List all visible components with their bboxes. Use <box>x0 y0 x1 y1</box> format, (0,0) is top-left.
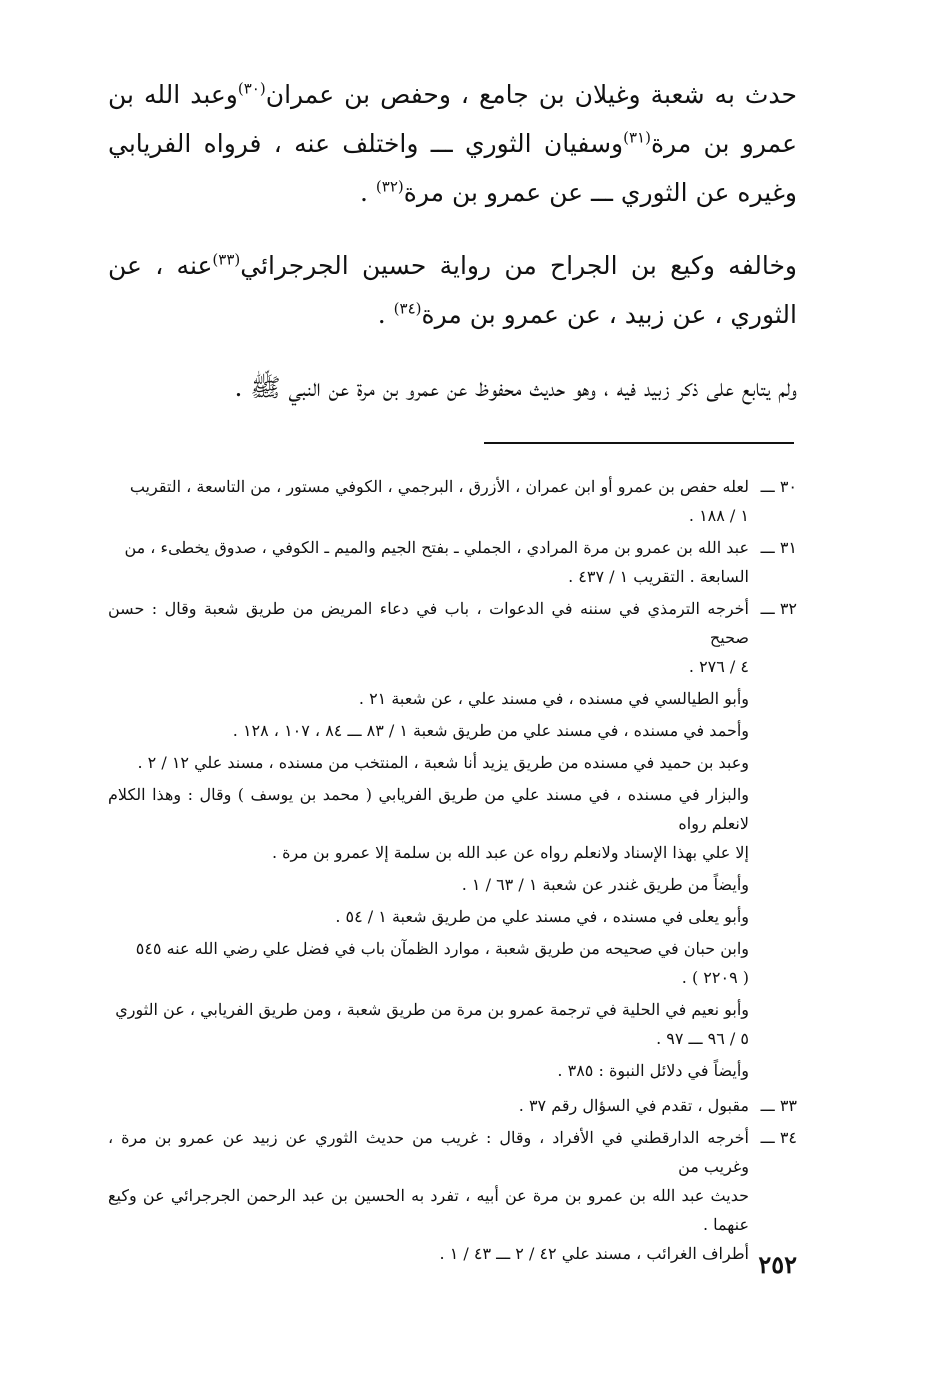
footnote-number: ٣٠ ـــ <box>760 477 797 496</box>
footnote-ref-31: (٣١) <box>623 128 651 147</box>
paragraph-1-part-3: وسفيان الثوري ـــ واختلف عنه ، فرواه الفريابي وغيره عن الثوري ـــ عن عمرو بن مرة <box>108 129 797 207</box>
footnote-ref-33: (٣٣) <box>212 250 241 269</box>
footnote-subline: ( ٢٢٠٩ ) . <box>681 968 749 987</box>
paragraph-3-text: ولم يتابع على ذكر زبيد فيه ، وهو حديث محفوظ عن عمرو بن مرة عن النبي ﷺ . <box>234 373 797 402</box>
footnote-line: مقبول ، تقدم في السؤال رقم ٣٧ . <box>518 1096 749 1115</box>
footnote-divider <box>484 442 794 444</box>
footnote-number: ٣٣ ـــ <box>760 1096 797 1115</box>
footnote-number: ٣٤ ـــ <box>760 1128 797 1147</box>
footnote-33 <box>108 1091 797 1120</box>
footnote-32 <box>108 594 797 1085</box>
footnote-34 <box>108 1123 797 1268</box>
footnote-subline: وأيضاً من طريق غندر عن شعبة ١ / ٦٣ / ١ . <box>461 875 749 894</box>
main-text <box>108 70 797 436</box>
footnote-ref-30: (٣٠) <box>237 79 266 98</box>
footnote-subline: ٥ / ٩٦ ـــ ٩٧ . <box>656 1029 749 1048</box>
footnote-subline: وأبو الطيالسي في مسنده ، في مسند علي ، عن شعبة ٢١ . <box>358 689 749 708</box>
footnote-line: حديث عبد الله بن عمرو بن مرة عن أبيه ، تفرد به الحسين بن عبد الرحمن الجرجرائي عن وكيع عنهما . <box>108 1186 749 1234</box>
footnote-number: ٣٢ ـــ <box>760 599 797 618</box>
footnote-line: أخرجه الترمذي في سننه في الدعوات ، باب في دعاء المريض من طريق شعبة وقال : حسن صحيح <box>108 599 749 647</box>
footnote-subline: وعبد بن حميد في مسنده من طريق يزيد أنا شعبة ، المنتخب من مسنده ، مسند علي ١٢ / ٢ . <box>137 753 749 772</box>
page-number: ٢٥٢ <box>758 1250 797 1279</box>
footnote-line: أطراف الغرائب ، مسند علي ٤٢ / ٢ ـــ ٤٣ / ١ . <box>439 1244 749 1263</box>
footnote-subline: وأحمد في مسنده ، في مسند علي من طريق شعبة ١ / ٨٣ ـــ ٨٤ ، ١٠٧ ، ١٢٨ . <box>232 721 749 740</box>
footnote-31 <box>108 533 797 591</box>
footnote-ref-34: (٣٤) <box>393 299 422 318</box>
footnote-number: ٣١ ـــ <box>760 538 797 557</box>
paragraph-3 <box>108 363 797 412</box>
paragraph-1-part-2: وعبد الله بن عمرو بن مرة <box>108 80 797 158</box>
paragraph-2-part-2: عنه ، عن الثوري ، عن زبيد ، عن عمرو بن مرة <box>108 251 797 329</box>
footnote-subline: وأبو يعلى في مسنده ، في مسند علي من طريق شعبة ١ / ٥٤ . <box>335 907 749 926</box>
paragraph-2-part-3: . <box>377 300 394 329</box>
paragraph-1-part-1: حدث به شعبة وغيلان بن جامع ، وحفص بن عمران <box>265 80 797 109</box>
footnote-line: ٤ / ٢٧٦ . <box>688 657 749 676</box>
footnote-30 <box>108 472 797 530</box>
footnote-line: ١ / ١٨٨ . <box>688 506 749 525</box>
footnote-subline: والبزار في مسنده ، في مسند علي من طريق الفريابي ( محمد بن يوسف ) وقال : وهذا الكلام لانعلم رواه <box>108 785 749 833</box>
footnote-subline: وابن حبان في صحيحه من طريق شعبة ، موارد الظمآن باب في فضل علي رضي الله عنه ٥٤٥ <box>135 939 749 958</box>
paragraph-1-part-4: . <box>360 178 376 207</box>
footnote-subline: إلا علي بهذا الإسناد ولانعلم رواه عن عبد الله بن سلمة إلا عمرو بن مرة . <box>271 843 749 862</box>
footnote-line: أخرجه الدارقطني في الأفراد ، وقال : غريب من حديث الثوري عن زبيد عن عمرو بن مرة ، وغريب من <box>108 1128 750 1176</box>
footnote-line: لعله حفص بن عمرو أو ابن عمران ، الأزرق ، البرجمي ، الكوفي مستور ، من التاسعة ، التقريب <box>129 477 749 496</box>
paragraph-2 <box>108 241 797 339</box>
footnote-subline: وأبو نعيم في الحلية في ترجمة عمرو بن مرة من طريق شعبة ، ومن طريق الفريابي ، عن الثوري <box>115 1000 749 1019</box>
footnote-subline: وأيضاً في دلائل النبوة : ٣٨٥ . <box>557 1061 749 1080</box>
footnote-line: السابعة . التقريب ١ / ٤٣٧ . <box>568 567 749 586</box>
paragraph-2-part-1: وخالفه وكيع بن الجراح من رواية حسين الجرجرائي <box>240 251 797 280</box>
paragraph-1 <box>108 70 797 217</box>
footnote-line: عبد الله بن عمرو بن مرة المرادي ، الجملي ـ بفتح الجيم والميم ـ الكوفي ، صدوق يخطىء ، من <box>124 538 749 557</box>
footnotes <box>108 472 797 1271</box>
footnote-ref-32: (٣٢) <box>375 177 404 196</box>
